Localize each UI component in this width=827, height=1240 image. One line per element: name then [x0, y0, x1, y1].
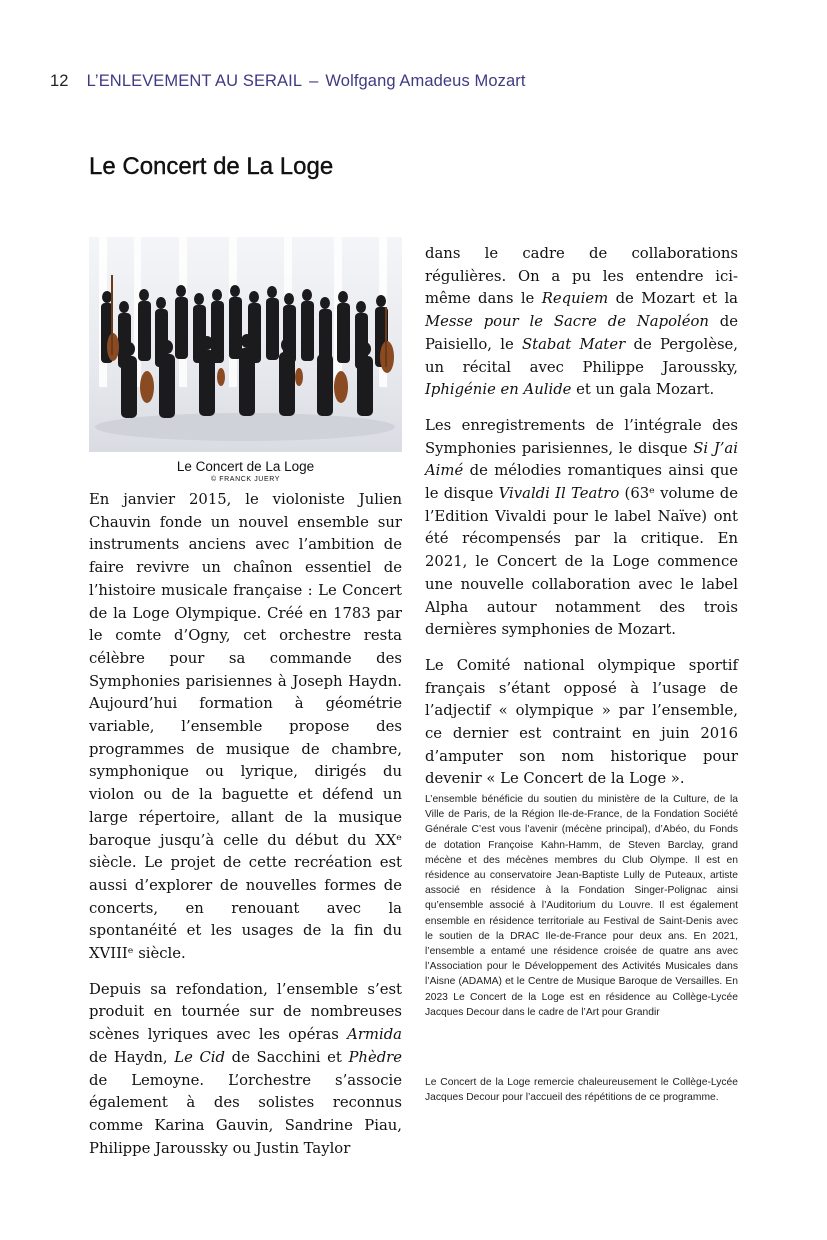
- text-span: de mélodies romantiques ainsi que le disque: [425, 462, 738, 503]
- album-title: Vivaldi Il Teatro: [498, 485, 620, 503]
- text-span: de Sacchini et: [225, 1048, 349, 1066]
- photo-caption: [89, 459, 402, 484]
- paragraph-name-change: Le Comité national olympique sportif français s’étant opposé à l’usage de l’adjectif « olympique » par l’ensemble, ce dernier est contraint en juin 2016 d’amputer son nom historique pour devenir « Le Concert de la Loge ».: [425, 656, 738, 788]
- paragraph-founding: En janvier 2015, le violoniste Julien Chauvin fonde un nouvel ensemble sur instruments anciens avec l’ambition de faire revivre un chaînon essentiel de l’histoire musicale française : Le Concert de la Loge Olympique. Créé en 1783 par le comte d’Ogny, cet orchestre resta célèbre pour sa commande des Symphonies parisiennes à Joseph Haydn. Aujourd’hui formation à géométrie variable, l’ensemble propose des programmes de musique de chambre, symphonique ou lyrique, dirigés du violon ou de la baguette et défend un large répertoire, allant de la musique baroque jusqu’à celle du début du XXᵉ siècle. Le projet de cette recréation est aussi d’explorer de nouvelles formes de concerts, en renouant avec la spontanéité et les usages de la fin du XVIIIᵉ siècle.: [89, 491, 402, 963]
- ensemble-photo-illustration: [89, 237, 402, 452]
- paragraph-recordings: [425, 415, 738, 642]
- header-separator: –: [309, 72, 319, 90]
- text-span: de Mozart et la: [608, 290, 739, 308]
- work-title-italic: Requiem: [541, 290, 609, 308]
- work-title-italic: Iphigénie en Aulide: [425, 381, 572, 399]
- running-header: [50, 72, 526, 91]
- photo-caption-text: Le Concert de La Loge: [176, 459, 315, 474]
- opera-title: Armida: [347, 1026, 402, 1044]
- ensemble-photo: [89, 237, 402, 452]
- text-span: de Haydn,: [89, 1048, 175, 1066]
- thanks-note: Le Concert de la Loge remercie chaleureusement le Collège-Lycée Jacques Decour pour l’accueil des répétitions de ce programme.: [425, 1077, 738, 1104]
- text-span: de Pergolèse, un récital avec Philippe Jaroussky,: [425, 335, 739, 376]
- left-column: [89, 489, 402, 1160]
- text-span: dans le cadre de collaborations régulières. On a pu les entendre ici-même dans le: [425, 245, 738, 308]
- paragraph-collaborations: [425, 243, 738, 402]
- composer-name: Wolfgang Amadeus Mozart: [325, 72, 526, 90]
- page-number: 12: [50, 72, 69, 90]
- text-span: Les enregistrements de l’intégrale des Symphonies parisiennes, le disque: [425, 416, 738, 457]
- work-title-italic: Stabat Mater: [522, 335, 626, 353]
- text-span: de Lemoyne. L’orchestre s’associe également à des solistes reconnus comme Karina Gauvin, Sandrine Piau, Philippe Jaroussky ou Justin Taylor: [89, 1071, 402, 1157]
- text-span: Depuis sa refondation, l’ensemble s’est produit en tournée sur de nombreuses scènes lyriques avec les opéras: [89, 980, 402, 1044]
- article-title: Le Concert de La Loge: [89, 153, 334, 180]
- photo-credit: © FRANCK JUERY: [210, 476, 281, 483]
- album-title: Si J’ai Aimé: [425, 439, 738, 480]
- work-title-italic: Messe pour le Sacre de Napoléon: [425, 313, 709, 331]
- opera-title: Le Cid: [174, 1048, 225, 1066]
- paragraph-touring: [89, 979, 402, 1161]
- support-note: L’ensemble bénéficie du soutien du ministère de la Culture, de la Ville de Paris, de la Région Ile-de-France, de la Fondation Société Générale C’est vous l’avenir (mécène principal), d’Abéo, du Fonds de dotation Françoise Kahn-Hamm, de Steven Barclay, grand mécène et des mécènes membres du Club Olympe. Il est en résidence au conservatoire Jean-Baptiste Lully de Puteaux, artiste associé en résidence à la Fondation Singer-Polignac ainsi qu’ensemble associé à l’Auditorium du Louvre. Il est également ensemble en résidence territoriale au Festival de Saint-Denis avec le soutien de la DRAC Ile-de-France pour deux ans. En 2021, l’ensemble a entamé une résidence croisée de quatre ans avec l’Association pour le Développement des Activités Musicales dans l’Aisne (ADAMA) et le Centre de Musique Baroque de Versailles. En 2023 Le Concert de la Loge est en résidence au Collège-Lycée Jacques Decour dans le cadre de l’Art pour Grandir: [425, 794, 738, 1018]
- right-column: [425, 243, 738, 791]
- text-span: et un gala Mozart.: [571, 381, 715, 399]
- work-title: L’ENLEVEMENT AU SERAIL: [86, 72, 303, 90]
- text-span: (63ᵉ volume de l’Edition Vivaldi pour le label Naïve) ont été récompensés par la critique. En 2021, le Concert de la Loge commence une nouvelle collaboration avec le label Alpha autour notamment des trois dernières symphonies de Mozart.: [425, 485, 738, 639]
- text-span: de Paisiello, le: [425, 313, 738, 353]
- opera-title: Phèdre: [348, 1048, 403, 1066]
